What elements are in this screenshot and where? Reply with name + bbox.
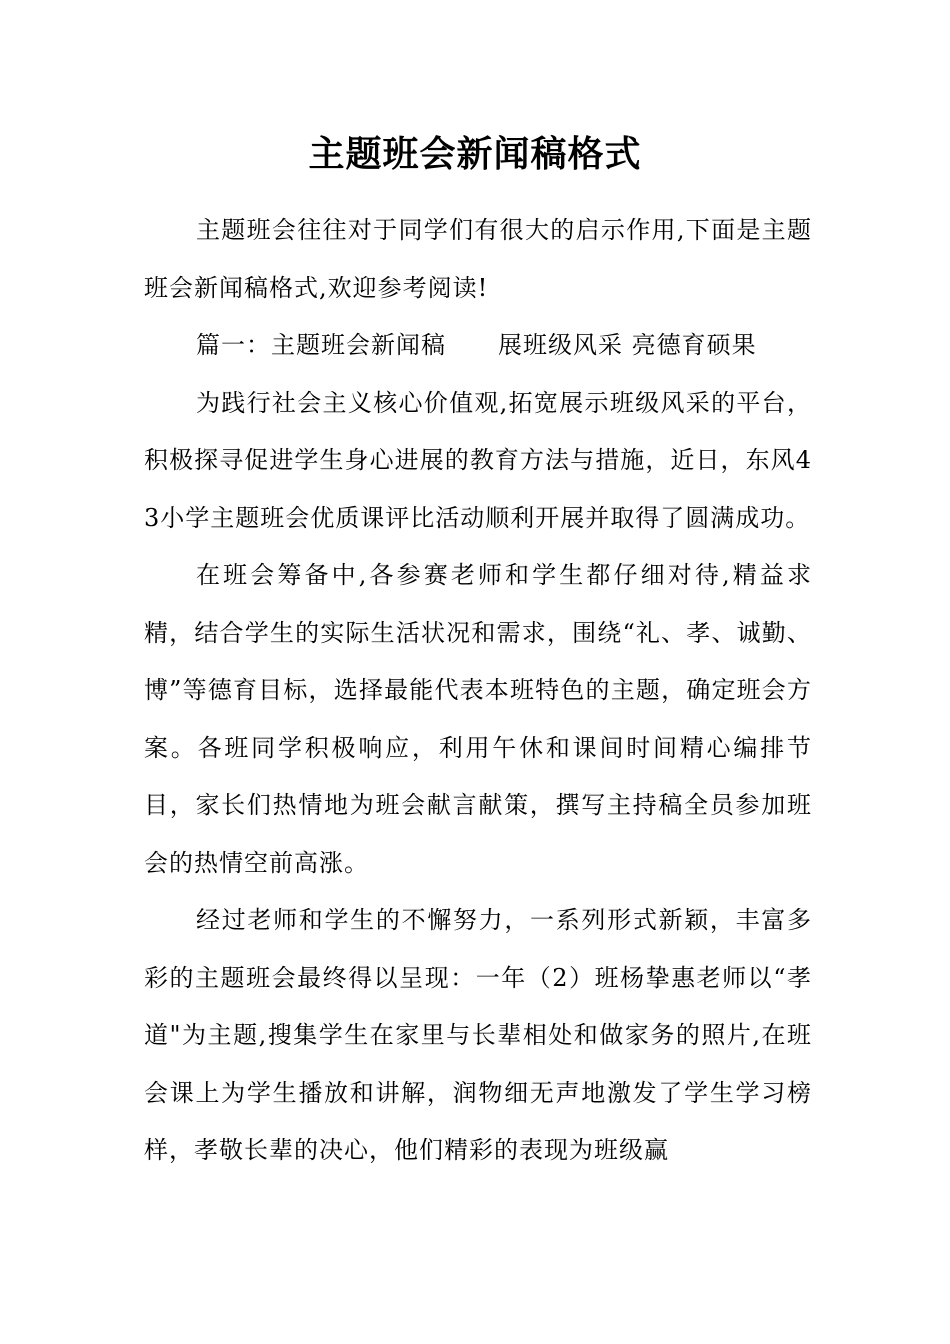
intro-paragraph: 主题班会往往对于同学们有很大的启示作用,下面是主题班会新闻稿格式,欢迎参考阅读! [144, 216, 812, 302]
document-title: 主题班会新闻稿格式 [308, 133, 642, 175]
section-heading-subtitle: 展班级风采 亮德育硕果 [498, 331, 757, 359]
body-paragraph-1: 为践行社会主义核心价值观,拓宽展示班级风采的平台，积极探寻促进学生身心进展的教育方法与措施，近日，东风43小学主题班会优质课评比活动顺利开展并取得了圆满成功。 [144, 388, 812, 532]
document-body [144, 202, 812, 1180]
section-heading [144, 317, 812, 375]
body-paragraph-2: 在班会筹备中,各参赛老师和学生都仔细对待,精益求精，结合学生的实际生活状况和需求，围绕“礼、孝、诚勤、博”等德育目标，选择最能代表本班特色的主题，确定班会方案。各班同学积极响应，利用午休和课间时间精心编排节目，家长们热情地为班会献言献策，撰写主持稿全员参加班会的热情空前高涨。 [144, 561, 812, 877]
body-paragraph-3: 经过老师和学生的不懈努力，一系列形式新颖，丰富多彩的主题班会最终得以呈现：一年（2）班杨挚惠老师以“孝道"为主题,搜集学生在家里与长辈相处和做家务的照片,在班会课上为学生播放和讲解，润物细无声地激发了学生学习榜样，孝敬长辈的决心，他们精彩的表现为班级赢 [144, 906, 812, 1164]
section-heading-label: 篇一：主题班会新闻稿 [196, 331, 446, 359]
